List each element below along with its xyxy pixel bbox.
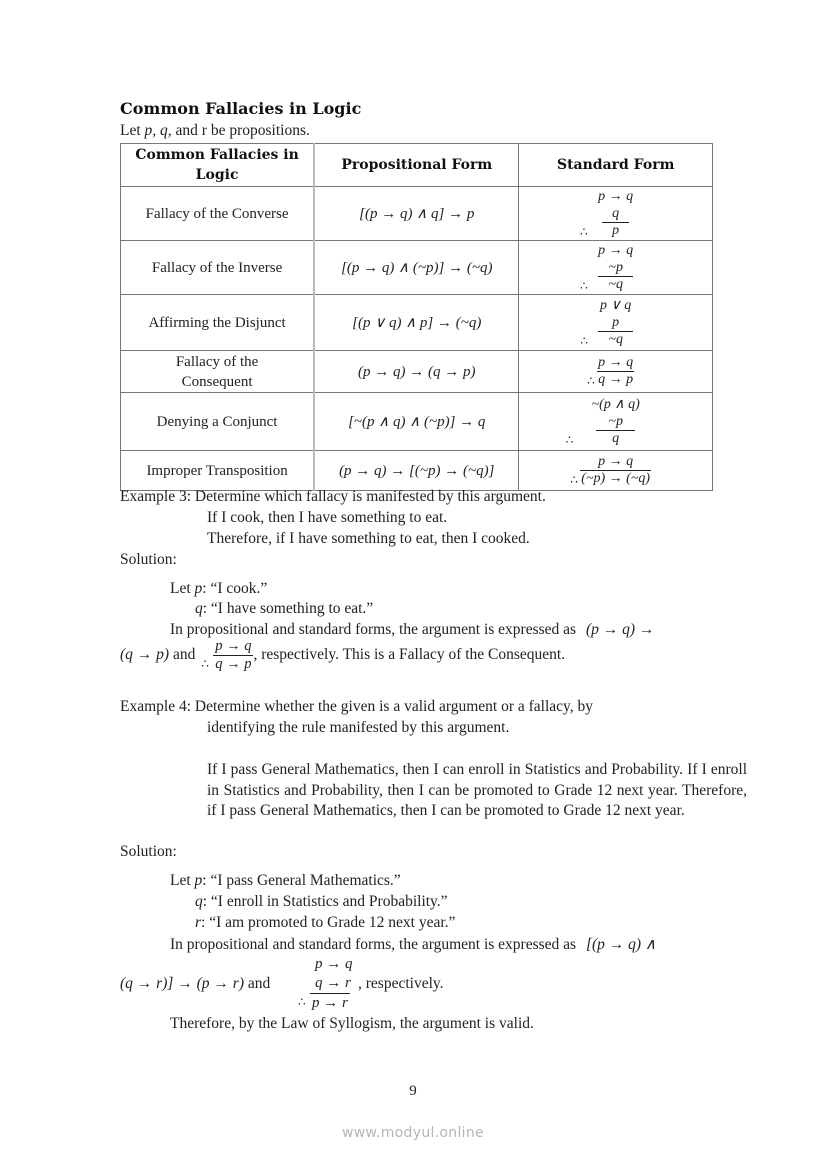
example4-solution-label: Solution: bbox=[120, 843, 177, 860]
table-row bbox=[121, 351, 713, 393]
conclusion: ~q bbox=[598, 331, 633, 348]
fallacy-name-line1: Fallacy of the bbox=[175, 353, 259, 370]
fallacy-name: Improper Transposition bbox=[121, 451, 315, 491]
example3-argument-line2: Therefore, if I have something to eat, then I cooked. bbox=[207, 530, 530, 547]
table-row bbox=[121, 393, 713, 451]
fallacy-name: Affirming the Disjunct bbox=[121, 295, 315, 351]
page-number: 9 bbox=[409, 1083, 417, 1099]
standard-form bbox=[519, 393, 713, 451]
propositional-form-part2: (q → r)] → (p → r) bbox=[120, 975, 244, 992]
conclusion: (~p) → (~q) bbox=[581, 471, 651, 486]
premise: ~p bbox=[608, 259, 623, 275]
expression-intro: In propositional and standard forms, the argument is expressed as bbox=[170, 621, 577, 638]
conclusion: q → p bbox=[598, 372, 634, 387]
header-standard: Standard Form bbox=[519, 144, 713, 187]
expression-intro: In propositional and standard forms, the argument is expressed as bbox=[170, 936, 577, 953]
conclusion: q → p bbox=[215, 656, 252, 672]
table-row bbox=[121, 295, 713, 351]
and-word: and bbox=[244, 975, 271, 992]
table-row bbox=[121, 187, 713, 241]
standard-form bbox=[519, 241, 713, 295]
and-word: and bbox=[169, 646, 200, 664]
example4-prompt-line2: identifying the rule manifested by this argument. bbox=[207, 719, 510, 736]
therefore-symbol: ∴ bbox=[201, 657, 209, 671]
example-label: Example 4: bbox=[120, 698, 192, 715]
example3-expression-line bbox=[170, 621, 654, 639]
section-heading: Common Fallacies in Logic bbox=[120, 99, 362, 118]
conclusion: p bbox=[602, 222, 629, 239]
standard-form bbox=[519, 295, 713, 351]
intro-suffix: and r be propositions. bbox=[171, 122, 310, 139]
therefore-symbol: ∴ bbox=[565, 432, 574, 447]
standard-form bbox=[519, 351, 713, 393]
example3-let-p bbox=[170, 580, 267, 598]
let-prefix: Let bbox=[170, 580, 195, 597]
premise: q bbox=[612, 205, 620, 221]
example3-expression-line2 bbox=[120, 638, 565, 673]
propositional-form: [(p → q) ∧ q] → p bbox=[314, 187, 519, 241]
premise: p → q bbox=[598, 242, 634, 258]
p-definition: : “I cook.” bbox=[202, 580, 268, 597]
premise: p bbox=[612, 314, 620, 330]
example4-standard-form bbox=[298, 955, 353, 1013]
therefore-symbol: ∴ bbox=[580, 224, 588, 239]
example4-let-r bbox=[195, 914, 455, 932]
example4-let-q bbox=[195, 893, 448, 911]
fallacy-name-line2: Consequent bbox=[181, 373, 253, 390]
var-q: q bbox=[195, 600, 203, 617]
example4-respectively: , respectively. bbox=[358, 975, 444, 992]
therefore-symbol: ∴ bbox=[580, 333, 589, 348]
example3-argument-line1: If I cook, then I have something to eat. bbox=[207, 509, 448, 526]
propositional-form: (p → q) → (q → p) bbox=[314, 351, 519, 393]
example4-final-statement: Therefore, by the Law of Syllogism, the argument is valid. bbox=[170, 1015, 534, 1032]
fallacy-name: Fallacy of the Inverse bbox=[121, 241, 315, 295]
var-r: r bbox=[195, 914, 202, 931]
example3-heading bbox=[120, 488, 546, 506]
example4-argument: If I pass General Mathematics, then I can enroll in Statistics and Probability. If I enroll in Statistics and Probability, then I can be promoted to Grade 12 next year. Therefore, if I pass General Mathematics, then I can be promoted to Grade 12 next year. bbox=[207, 761, 747, 820]
example4-heading bbox=[120, 698, 593, 716]
conclusion: p → r bbox=[312, 995, 348, 1011]
fallacy-name bbox=[121, 351, 315, 393]
standard-form bbox=[519, 451, 713, 491]
example-label: Example 3: bbox=[120, 488, 192, 505]
premise: ~(p ∧ q) bbox=[591, 396, 640, 412]
propositional-form-part1: (p → q) → bbox=[585, 621, 655, 638]
example3-let-q bbox=[195, 600, 373, 618]
var-p: p bbox=[194, 580, 203, 597]
propositional-form: [~(p ∧ q) ∧ (~p)] → q bbox=[314, 393, 519, 451]
example4-let-p bbox=[170, 872, 401, 890]
standard-form-inline bbox=[298, 955, 353, 1013]
premise: p → q bbox=[598, 188, 634, 204]
premise: ~p bbox=[608, 413, 623, 429]
premise: p → q bbox=[215, 638, 252, 654]
example4-expression-line2 bbox=[120, 975, 270, 993]
propositional-form: [(p ∨ q) ∧ p] → (~q) bbox=[314, 295, 519, 351]
fallacy-name: Denying a Conjunct bbox=[121, 393, 315, 451]
example-prompt-line1: Determine whether the given is a valid argument or a fallacy, by bbox=[194, 698, 594, 715]
therefore-symbol: ∴ bbox=[570, 473, 578, 487]
standard-form bbox=[519, 187, 713, 241]
example4-expression-line bbox=[170, 935, 656, 954]
fallacies-table bbox=[120, 143, 713, 491]
propositional-form-part1: [(p → q) ∧ bbox=[585, 936, 657, 953]
therefore-symbol: ∴ bbox=[298, 995, 306, 1009]
intro-vars: p, q, bbox=[144, 122, 172, 139]
standard-form-inline bbox=[201, 638, 253, 673]
intro-prefix: Let bbox=[120, 122, 145, 139]
q-definition: : “I enroll in Statistics and Probability.” bbox=[202, 893, 448, 910]
p-definition: : “I pass General Mathematics.” bbox=[202, 872, 401, 889]
example-prompt: Determine which fallacy is manifested by this argument. bbox=[194, 488, 546, 505]
table-row bbox=[121, 241, 713, 295]
table-row bbox=[121, 451, 713, 491]
example3-solution-label: Solution: bbox=[120, 551, 177, 568]
conclusion: q bbox=[596, 430, 635, 447]
watermark: www.modyul.online bbox=[342, 1125, 484, 1141]
propositional-form: (p → q) → [(~p) → (~q)] bbox=[314, 451, 519, 491]
let-prefix: Let bbox=[170, 872, 195, 889]
var-q: q bbox=[195, 893, 203, 910]
premise: p → q bbox=[315, 956, 353, 972]
fallacy-name: Fallacy of the Converse bbox=[121, 187, 315, 241]
example3-conclusion: , respectively. This is a Fallacy of the Consequent. bbox=[253, 646, 566, 664]
propositional-form-part2: (q → p) bbox=[120, 646, 170, 664]
conclusion: ~q bbox=[598, 276, 633, 293]
premise: p → q bbox=[598, 355, 634, 370]
r-definition: : “I am promoted to Grade 12 next year.” bbox=[201, 914, 456, 931]
premise: p → q bbox=[598, 454, 634, 469]
header-propositional: Propositional Form bbox=[314, 144, 519, 187]
table-header-row bbox=[121, 144, 713, 187]
var-p: p bbox=[194, 872, 203, 889]
therefore-symbol: ∴ bbox=[587, 374, 595, 388]
therefore-symbol: ∴ bbox=[580, 278, 588, 293]
propositional-form: [(p → q) ∧ (~p)] → (~q) bbox=[314, 241, 519, 295]
premise: p ∨ q bbox=[600, 297, 632, 313]
q-definition: : “I have something to eat.” bbox=[202, 600, 374, 617]
premise: q → r bbox=[315, 975, 351, 991]
header-fallacy: Common Fallacies in Logic bbox=[121, 144, 315, 187]
intro-line bbox=[120, 122, 310, 140]
